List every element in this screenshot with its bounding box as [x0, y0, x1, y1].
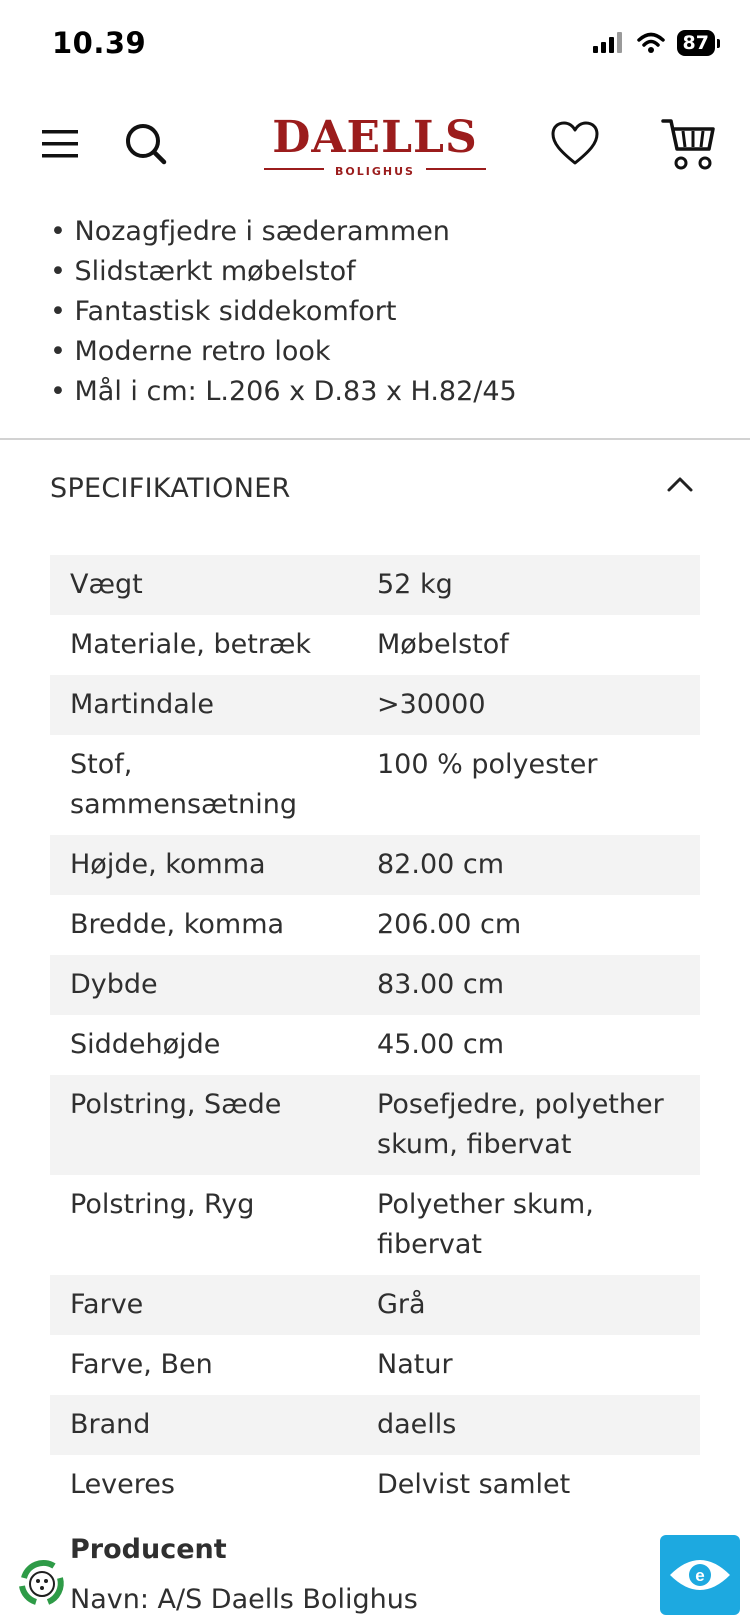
spec-value: Grå: [377, 1289, 426, 1320]
spec-label: Farve: [70, 1289, 144, 1320]
feature-item: • Fantastisk siddekomfort: [50, 296, 397, 327]
spec-label: Vægt: [70, 569, 143, 600]
table-row: [50, 735, 700, 835]
table-row: [50, 1455, 700, 1515]
table-row: [50, 1395, 700, 1455]
status-bar: [0, 0, 750, 92]
menu-icon: [40, 127, 80, 161]
eye-icon: [668, 1555, 732, 1595]
spec-label: Siddehøjde: [70, 1029, 221, 1060]
spec-label: Materiale, betræk: [70, 629, 312, 660]
producer-name: Navn: A/S Daells Bolighus: [70, 1584, 418, 1615]
table-row: [50, 955, 700, 1015]
table-row: [50, 1015, 700, 1075]
spec-value: 100 % polyester: [377, 749, 598, 780]
spec-value: 83.00 cm: [377, 969, 505, 1000]
spec-value: Posefjedre, polyether skum, fibervat: [377, 1089, 664, 1160]
table-row: [50, 1075, 700, 1175]
search-icon: [124, 122, 168, 166]
specifications-table: [50, 555, 700, 1515]
svg-text:e: e: [695, 1566, 705, 1585]
producer-title: Producent: [70, 1534, 227, 1565]
spec-label: Dybde: [70, 969, 158, 1000]
heart-icon: [550, 121, 600, 167]
producer-section: [70, 1530, 418, 1620]
search-button[interactable]: [122, 120, 170, 168]
spec-value: Polyether skum, fibervat: [377, 1189, 594, 1260]
table-row: [50, 615, 700, 675]
wishlist-button[interactable]: [548, 118, 602, 170]
spec-value: Delvist samlet: [377, 1469, 571, 1500]
cart-button[interactable]: [660, 116, 718, 174]
status-time: 10.39: [52, 26, 147, 60]
specifications-accordion-header[interactable]: [50, 465, 700, 515]
logo-rule-left: [264, 168, 324, 170]
spec-value: daells: [377, 1409, 457, 1440]
logo-subline: [262, 160, 488, 178]
section-divider: [0, 438, 750, 440]
sustainability-badge[interactable]: [14, 1556, 70, 1612]
site-header: [0, 100, 750, 195]
recycle-icon: [14, 1556, 70, 1612]
spec-value: >30000: [377, 689, 486, 720]
battery-tip-icon: [717, 39, 720, 48]
specifications-title: SPECIFIKATIONER: [50, 473, 291, 504]
spec-value: 52 kg: [377, 569, 453, 600]
wifi-icon: [637, 32, 665, 54]
logo-text: DAELLS: [272, 112, 478, 163]
table-row: [50, 555, 700, 615]
logo-rule-right: [426, 168, 486, 170]
spec-value: Møbelstof: [377, 629, 509, 660]
feature-item: • Nozagfjedre i sæderammen: [50, 216, 450, 247]
battery-level: 87: [677, 30, 715, 56]
status-icons: [593, 30, 720, 56]
spec-label: Martindale: [70, 689, 214, 720]
table-row: [50, 895, 700, 955]
table-row: [50, 675, 700, 735]
menu-button[interactable]: [38, 124, 82, 164]
table-row: [50, 1175, 700, 1275]
feature-item: • Moderne retro look: [50, 336, 331, 367]
product-feature-list: [50, 212, 517, 412]
spec-label: Polstring, Sæde: [70, 1089, 282, 1120]
spec-value: 45.00 cm: [377, 1029, 505, 1060]
spec-label: Stof, sammensætning: [70, 749, 297, 820]
signal-icon: [593, 32, 625, 54]
spec-label: Højde, komma: [70, 849, 266, 880]
spec-value: 206.00 cm: [377, 909, 522, 940]
spec-label: Farve, Ben: [70, 1349, 213, 1380]
table-row: [50, 1335, 700, 1395]
spec-label: Polstring, Ryg: [70, 1189, 255, 1220]
table-row: [50, 1275, 700, 1335]
chevron-up-icon: [666, 475, 694, 493]
table-row: [50, 835, 700, 895]
feature-item: • Mål i cm: L.206 x D.83 x H.82/45: [50, 376, 517, 407]
daells-logo[interactable]: [262, 114, 488, 176]
logo-subtext: BOLIGHUS: [335, 165, 415, 178]
spec-label: Leveres: [70, 1469, 175, 1500]
collapse-toggle[interactable]: [666, 475, 694, 497]
spec-value: Natur: [377, 1349, 453, 1380]
cart-icon: [661, 117, 717, 173]
feature-item: • Slidstærkt møbelstof: [50, 256, 356, 287]
spec-value: 82.00 cm: [377, 849, 505, 880]
accessibility-button[interactable]: [660, 1535, 740, 1615]
spec-label: Brand: [70, 1409, 151, 1440]
spec-label: Bredde, komma: [70, 909, 285, 940]
